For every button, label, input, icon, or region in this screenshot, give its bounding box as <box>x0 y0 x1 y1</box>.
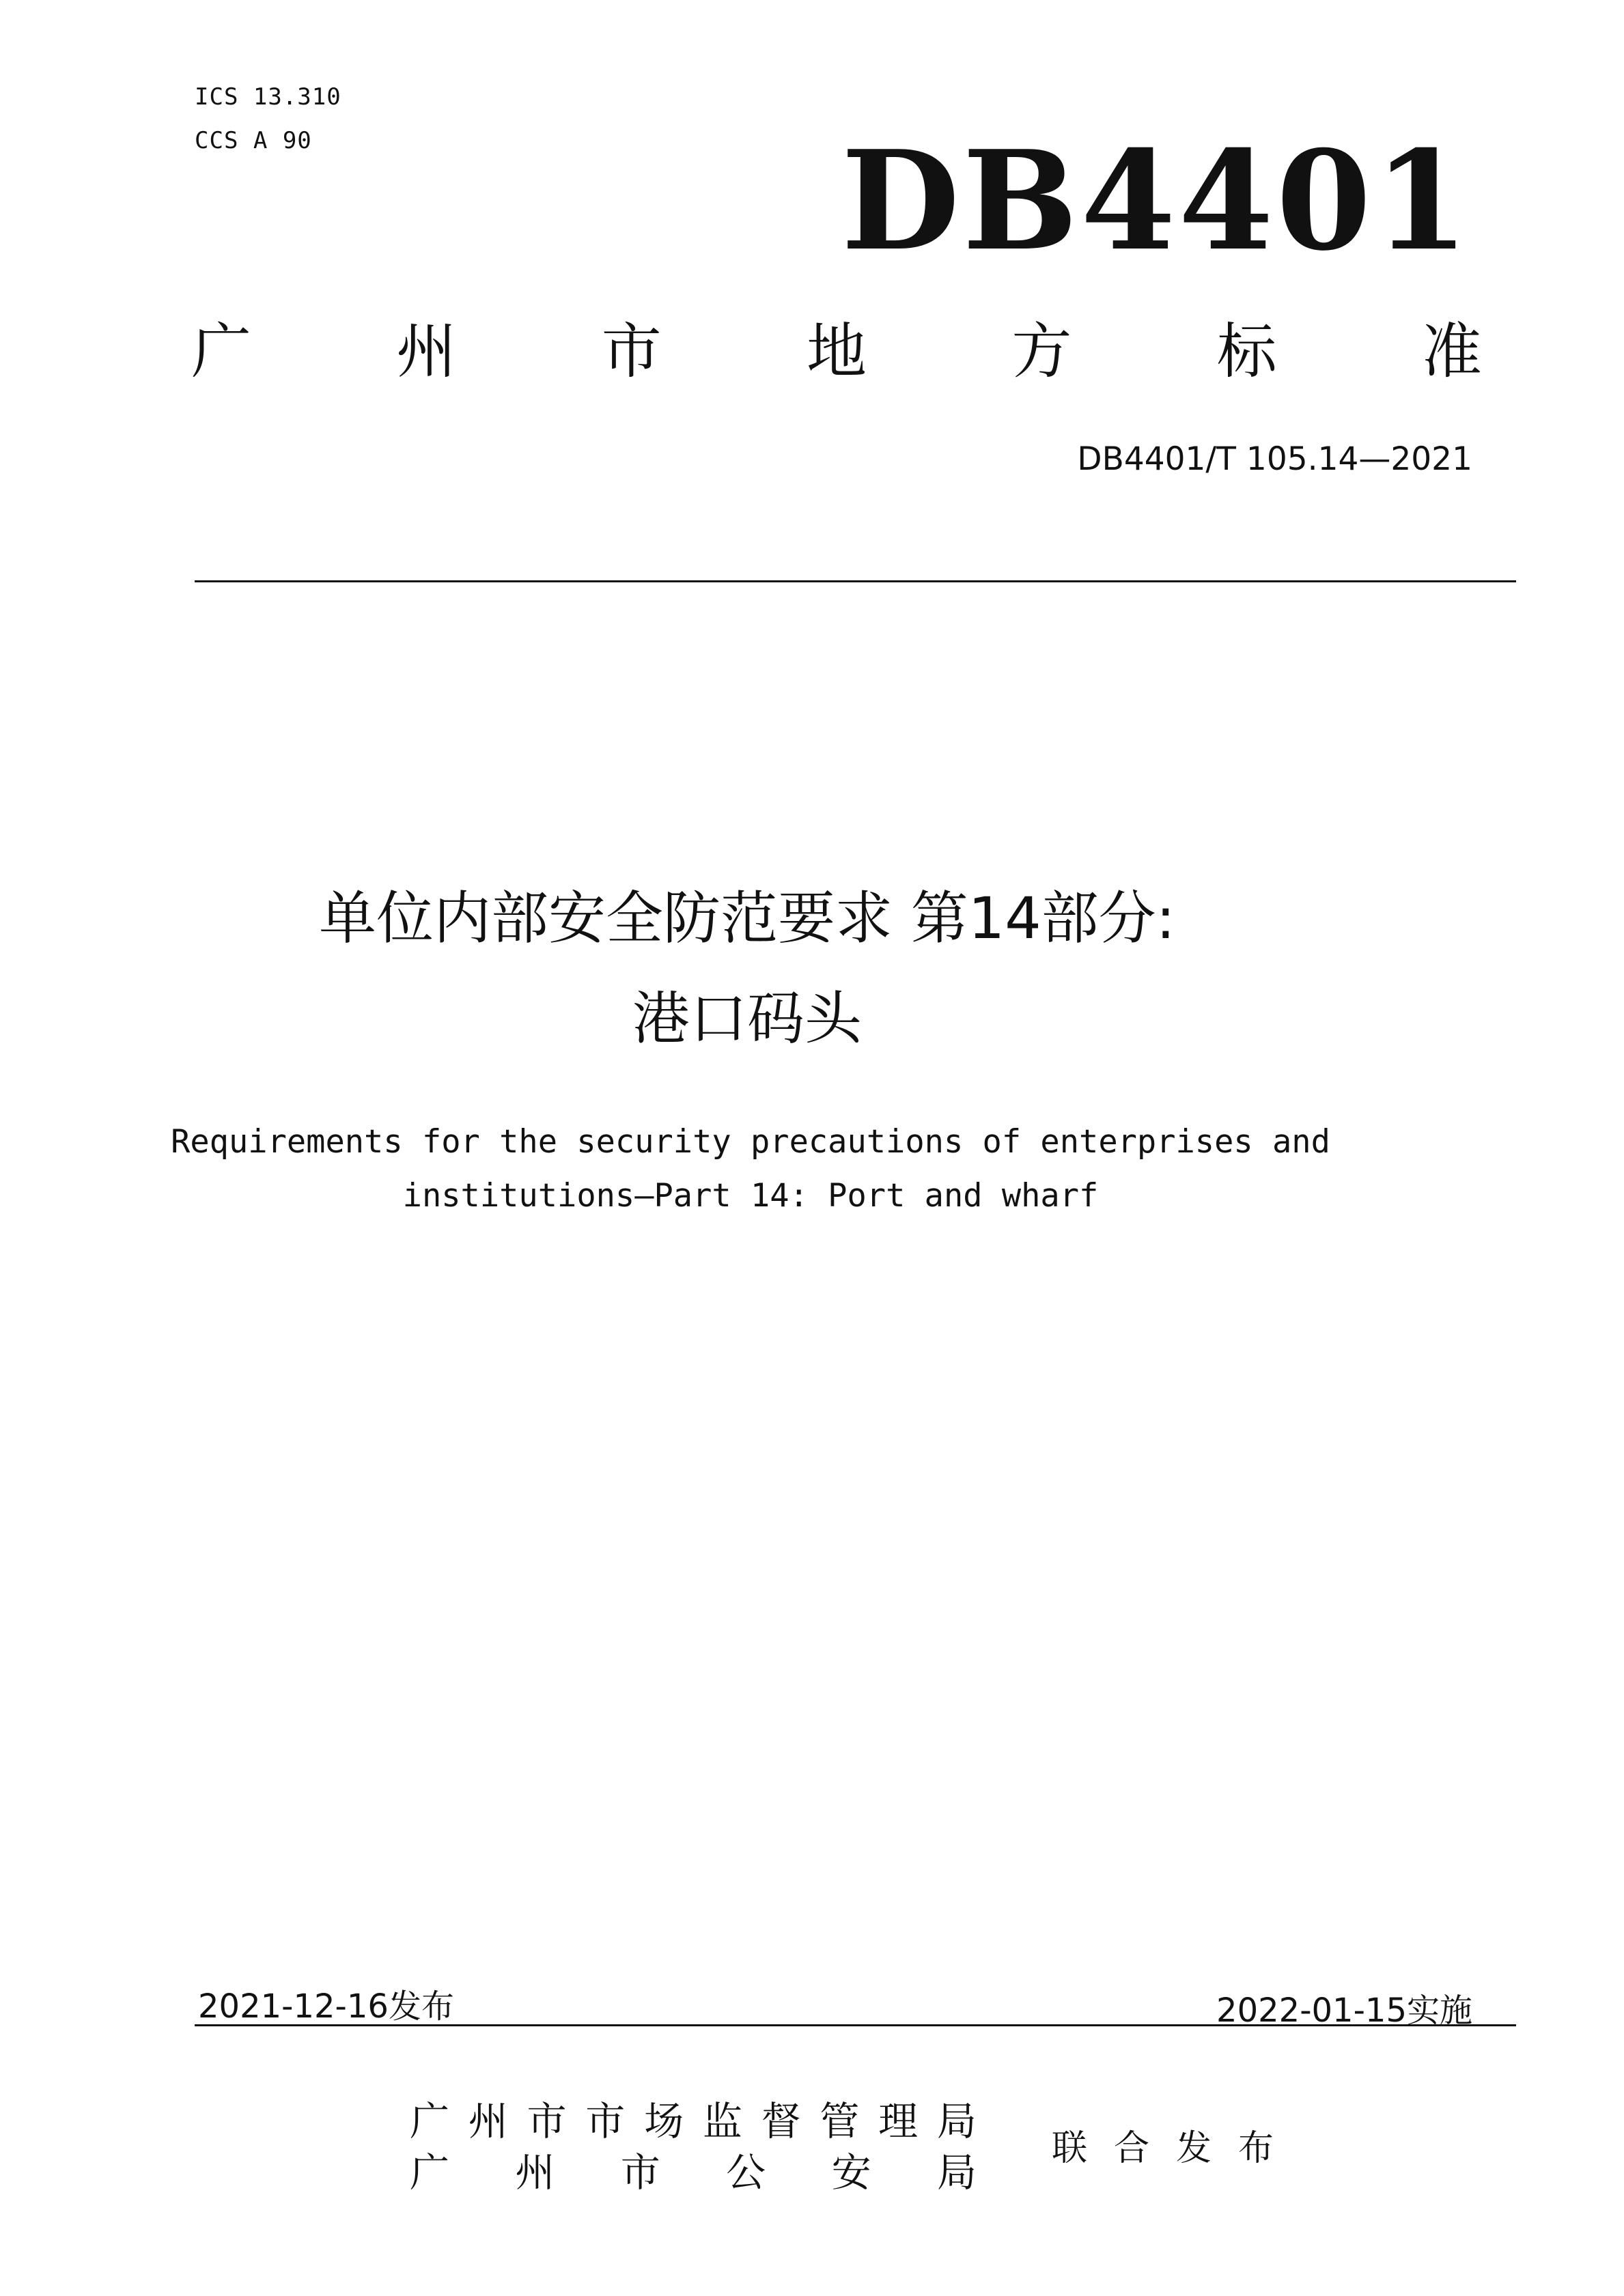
joint-char: 布 <box>1237 2128 1274 2169</box>
issuer-char: 公 <box>726 2149 766 2196</box>
issuer-char: 安 <box>831 2149 871 2196</box>
issuer-market-regulation <box>410 2097 977 2145</box>
ics-code: ICS 13.310 <box>195 83 341 111</box>
issuer-char: 广 <box>410 2098 450 2144</box>
top-divider <box>195 580 1516 582</box>
issuer-char: 州 <box>468 2098 508 2144</box>
standard-type-char: 州 <box>396 316 457 386</box>
bottom-divider <box>195 2024 1516 2026</box>
standard-type-char: 方 <box>1011 316 1072 386</box>
issuer-char: 督 <box>761 2098 801 2144</box>
issuer-char: 监 <box>702 2098 742 2144</box>
standard-number: DB4401/T 105.14—2021 <box>1077 440 1472 478</box>
ccs-code: CCS A 90 <box>195 127 312 154</box>
issuer-public-security <box>410 2149 977 2196</box>
joint-char: 合 <box>1113 2128 1149 2169</box>
standard-type-char: 准 <box>1421 316 1482 386</box>
standard-type-char: 标 <box>1216 316 1277 386</box>
issuer-char: 广 <box>410 2149 450 2196</box>
issuer-char: 理 <box>878 2098 919 2144</box>
title-en-line2: institutions—Part 14: Port and wharf <box>402 1177 1099 1215</box>
standard-code: DB4401 <box>841 121 1472 281</box>
issuer-char: 局 <box>936 2098 977 2144</box>
standard-type-char: 市 <box>601 316 662 386</box>
issue-date: 2021-12-16发布 <box>198 1987 454 2026</box>
title-cn-line2: 港口码头 <box>632 985 862 1052</box>
issuer-char: 州 <box>515 2149 555 2196</box>
title-en-line1: Requirements for the security precautions of enterprises and <box>171 1123 1330 1161</box>
implementation-date: 2022-01-15实施 <box>1216 1992 1472 2030</box>
issuer-char: 管 <box>820 2098 860 2144</box>
issuer-char: 市 <box>585 2098 626 2144</box>
issuer-char: 场 <box>644 2098 684 2144</box>
joint-release <box>1052 2127 1274 2170</box>
joint-char: 联 <box>1052 2128 1088 2169</box>
standard-type-char: 地 <box>806 316 867 386</box>
issuer-char: 局 <box>936 2149 977 2196</box>
issuer-char: 市 <box>527 2098 567 2144</box>
issuer-char: 市 <box>620 2149 660 2196</box>
title-cn-line1: 单位内部安全防范要求 第14部分: <box>319 885 1175 952</box>
standard-type <box>191 314 1482 389</box>
standard-type-char: 广 <box>191 316 252 386</box>
joint-char: 发 <box>1175 2128 1212 2169</box>
